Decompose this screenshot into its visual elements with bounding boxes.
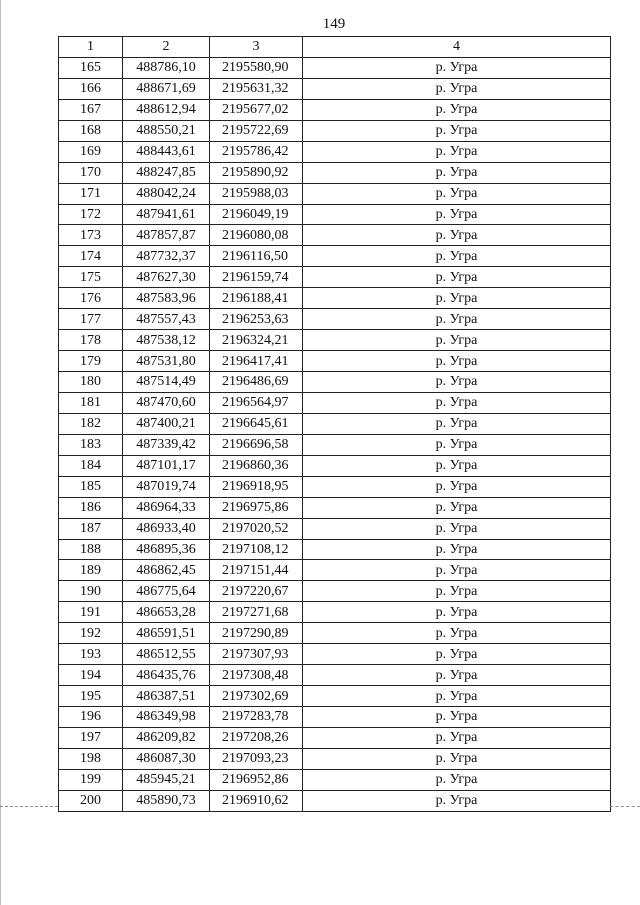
y-coordinate-cell: 2197020,52 xyxy=(210,518,303,539)
y-coordinate-cell: 2196159,74 xyxy=(210,267,303,288)
x-coordinate-cell: 488671,69 xyxy=(123,78,210,99)
table-row xyxy=(59,141,611,162)
object-name-cell: р. Угра xyxy=(303,141,611,162)
point-number-cell: 166 xyxy=(59,78,123,99)
point-number-cell: 170 xyxy=(59,162,123,183)
point-number-cell: 178 xyxy=(59,330,123,351)
object-name-cell: р. Угра xyxy=(303,78,611,99)
object-name-cell: р. Угра xyxy=(303,602,611,623)
point-number-cell: 175 xyxy=(59,267,123,288)
table-row xyxy=(59,288,611,309)
object-name-cell: р. Угра xyxy=(303,351,611,372)
y-coordinate-cell: 2197307,93 xyxy=(210,644,303,665)
x-coordinate-cell: 487627,30 xyxy=(123,267,210,288)
y-coordinate-cell: 2195631,32 xyxy=(210,78,303,99)
x-coordinate-cell: 486512,55 xyxy=(123,644,210,665)
object-name-cell: р. Угра xyxy=(303,99,611,120)
table-row xyxy=(59,707,611,728)
table-row xyxy=(59,686,611,707)
y-coordinate-cell: 2196417,41 xyxy=(210,351,303,372)
table-row xyxy=(59,455,611,476)
point-number-cell: 186 xyxy=(59,497,123,518)
table-row xyxy=(59,644,611,665)
point-number-cell: 165 xyxy=(59,57,123,78)
object-name-cell: р. Угра xyxy=(303,413,611,434)
object-name-cell: р. Угра xyxy=(303,455,611,476)
y-coordinate-cell: 2197290,89 xyxy=(210,623,303,644)
x-coordinate-cell: 487339,42 xyxy=(123,434,210,455)
point-number-cell: 182 xyxy=(59,413,123,434)
object-name-cell: р. Угра xyxy=(303,120,611,141)
y-coordinate-cell: 2195677,02 xyxy=(210,99,303,120)
table-row xyxy=(59,330,611,351)
point-number-cell: 194 xyxy=(59,665,123,686)
y-coordinate-cell: 2197151,44 xyxy=(210,560,303,581)
x-coordinate-cell: 488443,61 xyxy=(123,141,210,162)
point-number-cell: 197 xyxy=(59,727,123,748)
table-row xyxy=(59,372,611,393)
x-coordinate-cell: 487857,87 xyxy=(123,225,210,246)
table-row xyxy=(59,748,611,769)
cut-line-right xyxy=(610,806,640,807)
object-name-cell: р. Угра xyxy=(303,162,611,183)
table-row xyxy=(59,413,611,434)
table-row xyxy=(59,581,611,602)
y-coordinate-cell: 2195786,42 xyxy=(210,141,303,162)
y-coordinate-cell: 2196564,97 xyxy=(210,392,303,413)
object-name-cell: р. Угра xyxy=(303,560,611,581)
y-coordinate-cell: 2196486,69 xyxy=(210,372,303,393)
object-name-cell: р. Угра xyxy=(303,686,611,707)
point-number-cell: 200 xyxy=(59,790,123,811)
table-row xyxy=(59,183,611,204)
table-row xyxy=(59,351,611,372)
x-coordinate-cell: 488786,10 xyxy=(123,57,210,78)
table-body xyxy=(59,57,611,811)
table-row xyxy=(59,57,611,78)
point-number-cell: 193 xyxy=(59,644,123,665)
table-row xyxy=(59,769,611,790)
x-coordinate-cell: 487019,74 xyxy=(123,476,210,497)
point-number-cell: 181 xyxy=(59,392,123,413)
x-coordinate-cell: 487583,96 xyxy=(123,288,210,309)
x-coordinate-cell: 487941,61 xyxy=(123,204,210,225)
point-number-cell: 183 xyxy=(59,434,123,455)
x-coordinate-cell: 486387,51 xyxy=(123,686,210,707)
object-name-cell: р. Угра xyxy=(303,309,611,330)
point-number-cell: 198 xyxy=(59,748,123,769)
table-row xyxy=(59,623,611,644)
header-col-3: 3 xyxy=(210,37,303,58)
object-name-cell: р. Угра xyxy=(303,225,611,246)
table-row xyxy=(59,99,611,120)
header-col-2: 2 xyxy=(123,37,210,58)
x-coordinate-cell: 488550,21 xyxy=(123,120,210,141)
table-row xyxy=(59,78,611,99)
object-name-cell: р. Угра xyxy=(303,769,611,790)
object-name-cell: р. Угра xyxy=(303,518,611,539)
x-coordinate-cell: 487531,80 xyxy=(123,351,210,372)
x-coordinate-cell: 486964,33 xyxy=(123,497,210,518)
x-coordinate-cell: 488612,94 xyxy=(123,99,210,120)
x-coordinate-cell: 487400,21 xyxy=(123,413,210,434)
object-name-cell: р. Угра xyxy=(303,748,611,769)
x-coordinate-cell: 486209,82 xyxy=(123,727,210,748)
object-name-cell: р. Угра xyxy=(303,246,611,267)
x-coordinate-cell: 487101,17 xyxy=(123,455,210,476)
x-coordinate-cell: 487557,43 xyxy=(123,309,210,330)
x-coordinate-cell: 486862,45 xyxy=(123,560,210,581)
table-row xyxy=(59,204,611,225)
object-name-cell: р. Угра xyxy=(303,665,611,686)
table-row xyxy=(59,476,611,497)
table-row xyxy=(59,539,611,560)
table-row xyxy=(59,497,611,518)
table-row xyxy=(59,665,611,686)
object-name-cell: р. Угра xyxy=(303,623,611,644)
object-name-cell: р. Угра xyxy=(303,267,611,288)
point-number-cell: 172 xyxy=(59,204,123,225)
y-coordinate-cell: 2196975,86 xyxy=(210,497,303,518)
point-number-cell: 176 xyxy=(59,288,123,309)
y-coordinate-cell: 2197302,69 xyxy=(210,686,303,707)
table-row xyxy=(59,267,611,288)
point-number-cell: 179 xyxy=(59,351,123,372)
y-coordinate-cell: 2197283,78 xyxy=(210,707,303,728)
point-number-cell: 174 xyxy=(59,246,123,267)
x-coordinate-cell: 485890,73 xyxy=(123,790,210,811)
y-coordinate-cell: 2196324,21 xyxy=(210,330,303,351)
object-name-cell: р. Угра xyxy=(303,581,611,602)
object-name-cell: р. Угра xyxy=(303,707,611,728)
table-row xyxy=(59,162,611,183)
object-name-cell: р. Угра xyxy=(303,330,611,351)
y-coordinate-cell: 2196918,95 xyxy=(210,476,303,497)
y-coordinate-cell: 2196696,58 xyxy=(210,434,303,455)
scan-edge-line xyxy=(0,0,1,905)
point-number-cell: 168 xyxy=(59,120,123,141)
table-row xyxy=(59,790,611,811)
point-number-cell: 177 xyxy=(59,309,123,330)
y-coordinate-cell: 2195890,92 xyxy=(210,162,303,183)
x-coordinate-cell: 485945,21 xyxy=(123,769,210,790)
object-name-cell: р. Угра xyxy=(303,288,611,309)
object-name-cell: р. Угра xyxy=(303,644,611,665)
object-name-cell: р. Угра xyxy=(303,57,611,78)
y-coordinate-cell: 2197271,68 xyxy=(210,602,303,623)
x-coordinate-cell: 486895,36 xyxy=(123,539,210,560)
y-coordinate-cell: 2196253,63 xyxy=(210,309,303,330)
point-number-cell: 188 xyxy=(59,539,123,560)
y-coordinate-cell: 2197220,67 xyxy=(210,581,303,602)
header-col-1: 1 xyxy=(59,37,123,58)
table-row xyxy=(59,727,611,748)
table-row xyxy=(59,120,611,141)
object-name-cell: р. Угра xyxy=(303,372,611,393)
table-row xyxy=(59,602,611,623)
point-number-cell: 189 xyxy=(59,560,123,581)
y-coordinate-cell: 2195722,69 xyxy=(210,120,303,141)
header-col-4: 4 xyxy=(303,37,611,58)
y-coordinate-cell: 2195580,90 xyxy=(210,57,303,78)
point-number-cell: 195 xyxy=(59,686,123,707)
point-number-cell: 187 xyxy=(59,518,123,539)
header-row xyxy=(59,37,611,58)
x-coordinate-cell: 486087,30 xyxy=(123,748,210,769)
point-number-cell: 191 xyxy=(59,602,123,623)
x-coordinate-cell: 486591,51 xyxy=(123,623,210,644)
x-coordinate-cell: 486653,28 xyxy=(123,602,210,623)
object-name-cell: р. Угра xyxy=(303,727,611,748)
object-name-cell: р. Угра xyxy=(303,476,611,497)
cut-line-left xyxy=(0,806,58,807)
point-number-cell: 173 xyxy=(59,225,123,246)
object-name-cell: р. Угра xyxy=(303,204,611,225)
x-coordinate-cell: 487538,12 xyxy=(123,330,210,351)
coordinates-table xyxy=(58,36,611,812)
table-row xyxy=(59,434,611,455)
y-coordinate-cell: 2195988,03 xyxy=(210,183,303,204)
y-coordinate-cell: 2197208,26 xyxy=(210,727,303,748)
point-number-cell: 190 xyxy=(59,581,123,602)
object-name-cell: р. Угра xyxy=(303,434,611,455)
y-coordinate-cell: 2196860,36 xyxy=(210,455,303,476)
x-coordinate-cell: 486933,40 xyxy=(123,518,210,539)
x-coordinate-cell: 488247,85 xyxy=(123,162,210,183)
table-row xyxy=(59,560,611,581)
point-number-cell: 184 xyxy=(59,455,123,476)
point-number-cell: 199 xyxy=(59,769,123,790)
point-number-cell: 169 xyxy=(59,141,123,162)
x-coordinate-cell: 486349,98 xyxy=(123,707,210,728)
y-coordinate-cell: 2196910,62 xyxy=(210,790,303,811)
table-row xyxy=(59,225,611,246)
x-coordinate-cell: 487732,37 xyxy=(123,246,210,267)
y-coordinate-cell: 2196049,19 xyxy=(210,204,303,225)
y-coordinate-cell: 2196645,61 xyxy=(210,413,303,434)
point-number-cell: 192 xyxy=(59,623,123,644)
x-coordinate-cell: 486775,64 xyxy=(123,581,210,602)
x-coordinate-cell: 487514,49 xyxy=(123,372,210,393)
x-coordinate-cell: 486435,76 xyxy=(123,665,210,686)
object-name-cell: р. Угра xyxy=(303,539,611,560)
table-row xyxy=(59,518,611,539)
y-coordinate-cell: 2197308,48 xyxy=(210,665,303,686)
x-coordinate-cell: 488042,24 xyxy=(123,183,210,204)
object-name-cell: р. Угра xyxy=(303,497,611,518)
y-coordinate-cell: 2196952,86 xyxy=(210,769,303,790)
x-coordinate-cell: 487470,60 xyxy=(123,392,210,413)
y-coordinate-cell: 2196080,08 xyxy=(210,225,303,246)
table-header xyxy=(59,37,611,58)
page-number: 149 xyxy=(322,16,346,32)
table-row xyxy=(59,309,611,330)
y-coordinate-cell: 2197108,12 xyxy=(210,539,303,560)
object-name-cell: р. Угра xyxy=(303,392,611,413)
table-row xyxy=(59,392,611,413)
y-coordinate-cell: 2196188,41 xyxy=(210,288,303,309)
y-coordinate-cell: 2197093,23 xyxy=(210,748,303,769)
point-number-cell: 171 xyxy=(59,183,123,204)
point-number-cell: 185 xyxy=(59,476,123,497)
point-number-cell: 167 xyxy=(59,99,123,120)
table-row xyxy=(59,246,611,267)
object-name-cell: р. Угра xyxy=(303,183,611,204)
point-number-cell: 180 xyxy=(59,372,123,393)
point-number-cell: 196 xyxy=(59,707,123,728)
object-name-cell: р. Угра xyxy=(303,790,611,811)
y-coordinate-cell: 2196116,50 xyxy=(210,246,303,267)
